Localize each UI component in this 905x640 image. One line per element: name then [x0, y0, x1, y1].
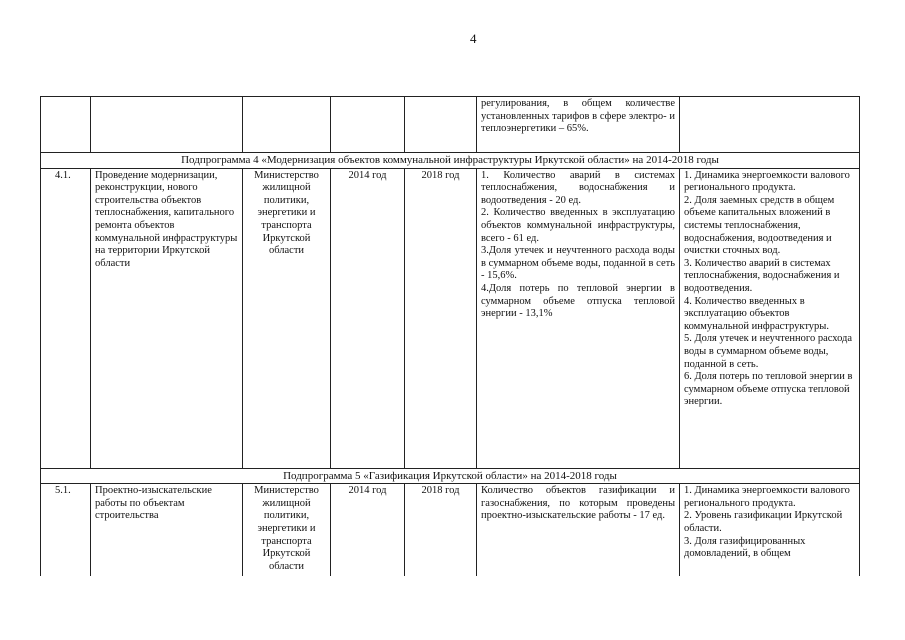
target-indicators [680, 168, 860, 468]
result-item: 3.Доля утечек и неучтенного расхода воды в суммарном объеме воды, поданной в сеть - 15,6%. [481, 245, 675, 282]
result-item: 4.Доля потерь по тепловой энергии в суммарном объеме отпуска тепловой энергии - 13,1% [481, 282, 675, 320]
table-row-top [41, 97, 860, 153]
cell-event [91, 97, 243, 153]
table-row-4-1 [41, 168, 860, 468]
indicator-item: 2. Доля заемных средств в общем объеме капитальных вложений в системы теплоснабжения, водоснабжения, водоотведения и очистки сточных вод. [684, 194, 835, 257]
indicator-item: 6. Доля потерь по тепловой энергии в суммарном объеме отпуска тепловой энергии. [684, 371, 853, 408]
result-item: 2. Количество введенных в эксплуатацию объектов коммунальной инфраструктуры, всего - 61 ед. [481, 207, 675, 244]
indicator-item: 2. Уровень газификации Иркутской области. [684, 510, 843, 534]
row-number: 4.1. [41, 168, 91, 468]
row-number: 5.1. [41, 484, 91, 576]
expected-results: Количество объектов газификации и газоснабжения, по которым проведены проектно-изыскательские работы - 17 ед. [477, 484, 680, 576]
indicator-item: 4. Количество введенных в эксплуатацию объектов коммунальной инфраструктуры. [684, 295, 829, 332]
result-item: 1. Количество аварий в системах теплоснабжения, водоснабжения и водоотведения - 20 ед. [481, 169, 675, 206]
indicator-item: 3. Количество аварий в системах теплоснабжения, водоснабжения и водоотведения. [684, 257, 840, 294]
executor: Министерство жилищной политики, энергетики и транспорта Иркутской области [243, 168, 331, 468]
page-number: 4 [470, 31, 477, 46]
section-header-row [41, 468, 860, 484]
section-header-row [41, 153, 860, 169]
table-row-5-1 [41, 484, 860, 576]
indicator-item: 1. Динамика энергоемкости валового регионального продукта. [684, 169, 850, 194]
section-5-title: Подпрограмма 5 «Газификация Иркутской области» на 2014-2018 годы [41, 468, 860, 484]
cell-executor [243, 97, 331, 153]
indicator-item: 1. Динамика энергоемкости валового регионального продукта. [684, 485, 850, 509]
cell-indicators [680, 97, 860, 153]
indicator-item: 5. Доля утечек и неучтенного расхода воды в суммарном объеме воды, поданной в сеть. [684, 333, 853, 370]
expected-results [477, 168, 680, 468]
indicator-item: 3. Доля газифицированных домовладений, в общем [684, 535, 806, 560]
cell-start [331, 97, 405, 153]
start-year: 2014 год [331, 484, 405, 576]
cell-results: регулирования, в общем количестве установленных тарифов в сфере электро- и теплоэнергетики – 65%. [477, 97, 680, 153]
target-indicators [680, 484, 860, 576]
cell-end [405, 97, 477, 153]
cell-num [41, 97, 91, 153]
section-4-title: Подпрограмма 4 «Модернизация объектов коммунальной инфраструктуры Иркутской области» на 2014-2018 годы [41, 153, 860, 169]
event-name: Проведение модернизации, реконструкции, нового строительства объектов теплоснабжения, капитального ремонта объектов коммунальной инфраструктуры на территории Иркутской области [91, 168, 243, 468]
executor: Министерство жилищной политики, энергетики и транспорта Иркутской области [243, 484, 331, 576]
start-year: 2014 год [331, 168, 405, 468]
program-table [40, 96, 860, 576]
event-name: Проектно-изыскательские работы по объектам строительства [91, 484, 243, 576]
end-year: 2018 год [405, 484, 477, 576]
end-year: 2018 год [405, 168, 477, 468]
